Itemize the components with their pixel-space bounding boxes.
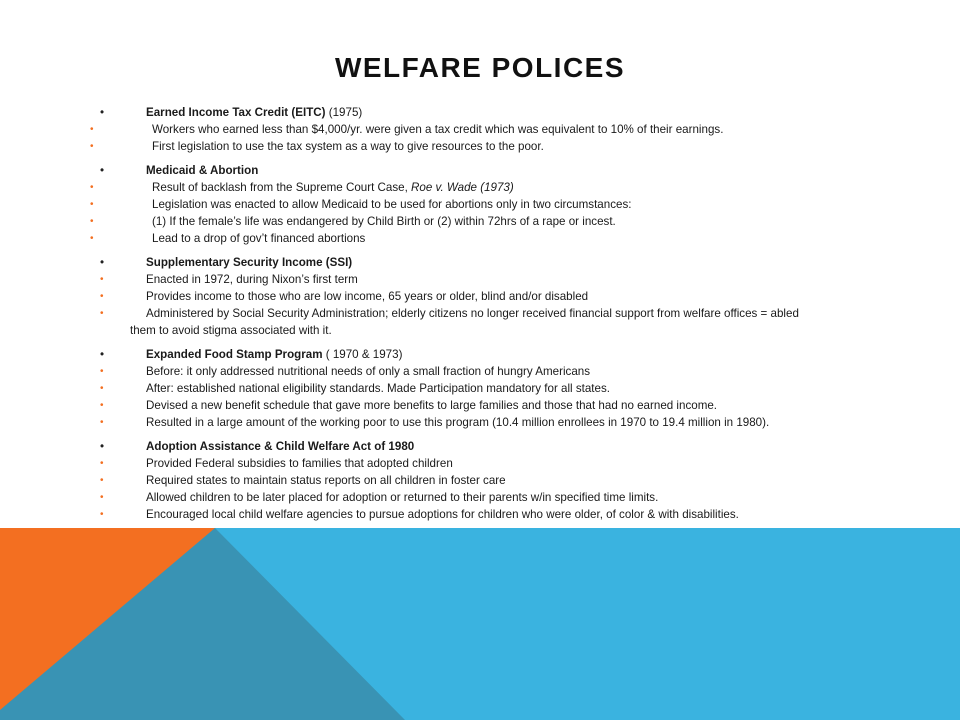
bullet-icon: • xyxy=(100,400,104,412)
list-item-text: Allowed children to be later placed for adoption or returned to their parents w/in specified time limits. xyxy=(146,491,659,505)
bullet-icon: • xyxy=(90,216,94,228)
list-item-text: Enacted in 1972, during Nixon’s first term xyxy=(146,272,358,286)
bullet-icon: • xyxy=(90,124,94,136)
bullet-icon: • xyxy=(100,106,105,119)
bullet-icon: • xyxy=(100,457,104,469)
heading-text: Expanded Food Stamp Program xyxy=(146,347,323,361)
list-item xyxy=(100,414,880,431)
decorative-footer-band xyxy=(0,528,960,720)
case-name: Roe v. Wade (1973) xyxy=(411,180,514,194)
section-heading xyxy=(100,162,880,179)
list-item-text: After: established national eligibility standards. Made Participation mandatory for all states. xyxy=(146,382,610,396)
bullet-icon: • xyxy=(100,417,104,429)
list-item-text: Provided Federal subsidies to families that adopted children xyxy=(146,456,453,470)
bullet-icon: • xyxy=(100,509,104,521)
bullet-icon: • xyxy=(100,347,105,361)
list-item xyxy=(100,271,880,288)
list-item-text: Workers who earned less than $4,000/yr. were given a tax credit which was equivalent to 10% of their earnings. xyxy=(152,123,724,137)
list-item-text: (1) If the female’s life was endangered by Child Birth or (2) within 72hrs of a rape or incest. xyxy=(152,215,616,229)
list-item-text: Before: it only addressed nutritional needs of only a small fraction of hungry Americans xyxy=(146,364,591,378)
list-item-text: Resulted in a large amount of the working poor to use this program (10.4 million enrollees in 1970 to 19.4 million in 1980). xyxy=(146,416,770,430)
bullet-icon: • xyxy=(100,308,104,320)
list-item xyxy=(100,305,880,339)
section-food-stamps xyxy=(100,346,880,432)
list-item xyxy=(100,288,880,305)
list-item xyxy=(90,196,880,213)
list-item xyxy=(100,506,880,523)
list-item xyxy=(90,213,880,230)
bullet-icon: • xyxy=(100,273,104,285)
heading-note: ( 1970 & 1973) xyxy=(322,347,403,361)
heading-text: Earned Income Tax Credit (EITC) xyxy=(146,106,326,119)
heading-text: Supplementary Security Income (SSI) xyxy=(146,255,353,269)
list-item xyxy=(100,455,880,472)
section-heading xyxy=(100,104,880,121)
list-item-text: First legislation to use the tax system as a way to give resources to the poor. xyxy=(152,140,544,154)
list-item xyxy=(90,230,880,247)
heading-text: Adoption Assistance & Child Welfare Act of 1980 xyxy=(146,439,415,453)
heading-note: (1975) xyxy=(325,106,363,119)
section-heading xyxy=(100,254,880,271)
list-item-text: Required states to maintain status reports on all children in foster care xyxy=(146,474,506,488)
list-item xyxy=(100,472,880,489)
bullet-icon: • xyxy=(90,141,94,153)
slide-title: WELFARE POLICES xyxy=(334,52,626,83)
bullet-icon: • xyxy=(100,255,105,269)
bullet-icon: • xyxy=(100,291,104,303)
list-item-text: Encouraged local child welfare agencies to pursue adoptions for children who were older, of color & with disabilities. xyxy=(146,508,739,522)
bullet-icon: • xyxy=(100,163,105,177)
section-heading xyxy=(100,346,880,363)
bullet-icon: • xyxy=(100,492,104,504)
list-item-text: Devised a new benefit schedule that gave more benefits to large families and those that had no earned income. xyxy=(146,399,718,413)
section-eitc xyxy=(90,104,880,156)
bullet-icon: • xyxy=(100,439,105,453)
list-item xyxy=(90,121,880,138)
list-item-text: Legislation was enacted to allow Medicaid to be used for abortions only in two circumstances: xyxy=(152,198,632,212)
slide-content xyxy=(90,104,880,530)
list-item-continuation: them to avoid stigma associated with it. xyxy=(130,324,332,338)
list-item xyxy=(100,380,880,397)
bullet-icon: • xyxy=(100,365,104,377)
bullet-icon: • xyxy=(90,199,94,211)
list-item xyxy=(90,138,880,155)
list-item xyxy=(90,179,880,196)
list-item-text: Administered by Social Security Administration; elderly citizens no longer received financial support from welfare offices = abled xyxy=(146,307,799,321)
heading-text: Medicaid & Abortion xyxy=(146,163,259,177)
list-item-text: Result of backlash from the Supreme Court Case, xyxy=(152,180,412,194)
section-adoption xyxy=(100,438,880,524)
list-item xyxy=(100,397,880,414)
bullet-icon: • xyxy=(90,181,94,193)
bullet-icon: • xyxy=(100,475,104,487)
list-item xyxy=(100,489,880,506)
section-heading xyxy=(100,438,880,455)
section-medicaid xyxy=(90,162,880,248)
bullet-icon: • xyxy=(100,383,104,395)
bullet-icon: • xyxy=(90,233,94,245)
list-item-text: Lead to a drop of gov’t financed abortions xyxy=(152,232,366,246)
list-item xyxy=(100,363,880,380)
list-item-text: Provides income to those who are low income, 65 years or older, blind and/or disabled xyxy=(146,290,589,304)
section-ssi xyxy=(100,254,880,340)
